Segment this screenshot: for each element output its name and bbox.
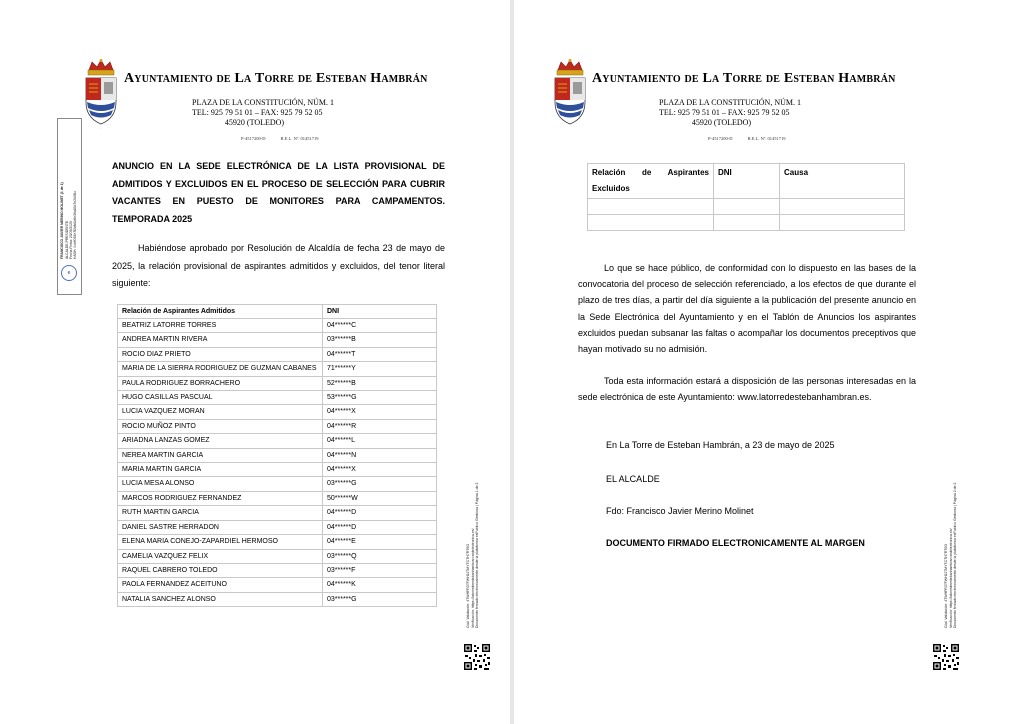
applicant-dni: 03******Q (323, 549, 437, 563)
applicant-name: BEATRIZ LATORRE TORRES (118, 319, 323, 333)
announcement-title: ANUNCIO EN LA SEDE ELECTRÓNICA DE LA LISTA PROVISIONAL DE ADMITIDOS Y EXCLUIDOS EN EL PROCESO DE SELECCIÓN PARA CUBRIR VACANTES EN PUESTO DE MONITORES PARA CAMPAMENTOS. TEMPORADA 2025 (112, 161, 445, 224)
table-row (118, 477, 437, 491)
applicant-name: ARIADNA LANZAS GOMEZ (118, 434, 323, 448)
col-header-name: Relación de Aspirantes Excluidos (588, 164, 714, 199)
col-header-name: Relación de Aspirantes Admitidos (118, 305, 323, 319)
table-row (118, 491, 437, 505)
applicant-dni: 53******G (323, 391, 437, 405)
signed-by: Fdo: Francisco Javier Merino Molinet (606, 506, 754, 516)
applicant-name: ELENA MARIA CONEJO-ZAPARDIEL HERMOSO (118, 535, 323, 549)
table-row (118, 376, 437, 390)
coat-of-arms-icon (550, 58, 590, 132)
stamp-role: ALCALDE-PRESIDENTE (65, 220, 69, 259)
table-row (588, 215, 905, 231)
applicant-name: NATALIA SANCHEZ ALONSO (118, 592, 323, 606)
publication-paragraph: Lo que se hace público, de conformidad con lo dispuesto en las bases de la convocatoria del proceso de selección referenciado, a los efectos de que durante el plazo de tres días, a partir del día siguiente a la publicación del presente anuncio en la Sede Electrónica del Ayuntamiento y en el Tablón de Anuncios los aspirantes excluidos puedan subsanar las faltas o acompañar los documentos preceptivos que hayan motivado su no admisión. (578, 263, 916, 355)
applicant-name: DANIEL SASTRE HERRADON (118, 520, 323, 534)
signature-stamp (57, 118, 82, 295)
qr-code-icon (932, 643, 960, 671)
csv-line-1: Cód. Validación: 4TWHFR37FWH2J7MYTCTH7RT6G (466, 543, 470, 628)
applicant-name: ANDREA MARTIN RIVERA (118, 333, 323, 347)
applicant-name: ROCIO DIAZ PRIETO (118, 347, 323, 361)
table-header-row (588, 164, 905, 199)
org-ids (708, 136, 800, 141)
table-header-row (118, 305, 437, 319)
table-row (118, 319, 437, 333)
applicant-name: PAOLA FERNANDEZ ACEITUNO (118, 578, 323, 592)
table-row (118, 405, 437, 419)
applicant-dni: 04******N (323, 448, 437, 462)
applicant-dni: 04******X (323, 463, 437, 477)
signer-role: EL ALCALDE (606, 474, 660, 484)
table-row (118, 434, 437, 448)
applicant-name: LUCIA MESA ALONSO (118, 477, 323, 491)
signature-seal-icon: e (61, 265, 77, 281)
org-name: Ayuntamiento de La Torre de Esteban Hambrán (124, 71, 428, 86)
csv-line-1: Cód. Validación: 4TWHFR37FWH2J7MYTCTH7RT6G (944, 543, 948, 628)
applicant-dni: 03******F (323, 563, 437, 577)
table-row (118, 347, 437, 361)
csv-line-2: Verificación: https://latorredeestebanhambran.sedelectronica.es/ (470, 528, 475, 628)
table-row (118, 391, 437, 405)
table-row (118, 463, 437, 477)
applicant-dni: 52******B (323, 376, 437, 390)
csv-verification (466, 483, 480, 628)
table-row (118, 362, 437, 376)
applicant-name: RAQUEL CABRERO TOLEDO (118, 563, 323, 577)
csv-line-3: Documento firmado electrónicamente desde la plataforma esPublico Gestiona | Página 2 de 2 (953, 482, 958, 628)
info-paragraph: Toda esta información estará a disposición de las personas interesadas en la sede electrónica de este Ayuntamiento: www.latorredestebanhambran.es. (578, 376, 916, 403)
intro-paragraph: Habiéndose aprobado por Resolución de Alcaldía de fecha 23 de mayo de 2025, la relación provisional de aspirantes admitidos y excluidos, del tenor literal siguiente: (112, 243, 445, 288)
applicant-name: RUTH MARTIN GARCIA (118, 506, 323, 520)
admitted-table (117, 304, 437, 607)
svg-text:.: . (100, 126, 102, 130)
applicant-name: MARIA MARTIN GARCIA (118, 463, 323, 477)
applicant-name: MARIA DE LA SIERRA RODRIGUEZ DE GUZMAN CABANES (118, 362, 323, 376)
applicant-dni: 04******D (323, 520, 437, 534)
stamp-hash: HASH: 0cb9093e7f2dfd1d6e36a83c7e2b3f1c (73, 190, 77, 259)
applicant-dni: 04******E (323, 535, 437, 549)
nif-text: P-4517200-D (241, 136, 266, 141)
applicant-name: PAULA RODRIGUEZ BORRACHERO (118, 376, 323, 390)
applicant-dni: 03******G (323, 477, 437, 491)
org-ids (241, 136, 333, 141)
qr-code-icon (463, 643, 491, 671)
applicant-name: CAMELIA VAZQUEZ FELIX (118, 549, 323, 563)
document-page-2 (514, 0, 1024, 724)
table-row (118, 520, 437, 534)
address-line-3: 45920 (TOLEDO) (691, 118, 752, 127)
coat-of-arms-icon (81, 58, 121, 132)
stamp-date: Fecha Firma: 23/05/2025 (69, 221, 73, 259)
table-row (118, 448, 437, 462)
applicant-dni: 04******L (323, 434, 437, 448)
org-address (659, 98, 801, 128)
applicant-dni: 04******K (323, 578, 437, 592)
applicant-name: LUCIA VAZQUEZ MORAN (118, 405, 323, 419)
rel-text: R.E.L. Nº. 01451719 (280, 136, 319, 141)
table-row (118, 592, 437, 606)
applicant-dni: 71******Y (323, 362, 437, 376)
address-line-1: PLAZA DE LA CONSTITUCIÓN, NÚM. 1 (192, 98, 334, 107)
col-header-causa: Causa (780, 164, 905, 199)
applicant-name: NEREA MARTIN GARCIA (118, 448, 323, 462)
col-header-dni: DNI (323, 305, 437, 319)
nif-text: P-4517200-D (708, 136, 733, 141)
applicant-dni: 04******D (323, 506, 437, 520)
table-row (118, 535, 437, 549)
electronic-signature-note: DOCUMENTO FIRMADO ELECTRONICAMENTE AL MARGEN (606, 538, 865, 548)
applicant-dni: 03******G (323, 592, 437, 606)
csv-verification (944, 483, 958, 628)
applicant-dni: 04******T (323, 347, 437, 361)
applicant-dni: 50******W (323, 491, 437, 505)
address-line-2: TEL: 925 79 51 01 – FAX: 925 79 52 05 (659, 108, 790, 117)
place-date: En La Torre de Esteban Hambrán, a 23 de mayo de 2025 (606, 440, 835, 450)
address-line-3: 45920 (TOLEDO) (224, 118, 285, 127)
table-row (118, 563, 437, 577)
table-row (118, 506, 437, 520)
applicant-name: MARCOS RODRIGUEZ FERNANDEZ (118, 491, 323, 505)
col-header-dni: DNI (714, 164, 780, 199)
applicant-dni: 04******R (323, 419, 437, 433)
rel-text: R.E.L. Nº. 01451719 (747, 136, 786, 141)
table-row (118, 333, 437, 347)
table-row (118, 578, 437, 592)
table-row (588, 199, 905, 215)
applicant-name: HUGO CASILLAS PASCUAL (118, 391, 323, 405)
org-address (192, 98, 334, 128)
applicant-dni: 04******C (323, 319, 437, 333)
applicant-dni: 03******B (323, 333, 437, 347)
applicant-dni: 04******X (323, 405, 437, 419)
document-page-1 (0, 0, 510, 724)
address-line-1: PLAZA DE LA CONSTITUCIÓN, NÚM. 1 (659, 98, 801, 107)
table-row (118, 419, 437, 433)
address-line-2: TEL: 925 79 51 01 – FAX: 925 79 52 05 (192, 108, 323, 117)
stamp-signer: FRANCISCO JAVIER MERINO MOLINET (1 de 1) (60, 182, 64, 259)
table-row (118, 549, 437, 563)
csv-line-2: Verificación: https://latorredeestebanhambran.sedelectronica.es/ (948, 528, 953, 628)
csv-line-3: Documento firmado electrónicamente desde la plataforma esPublico Gestiona | Página 1 de 2 (475, 482, 480, 628)
applicant-name: ROCIO MUÑOZ PINTO (118, 419, 323, 433)
org-name: Ayuntamiento de La Torre de Esteban Hambrán (592, 71, 896, 86)
excluded-table (587, 163, 905, 231)
